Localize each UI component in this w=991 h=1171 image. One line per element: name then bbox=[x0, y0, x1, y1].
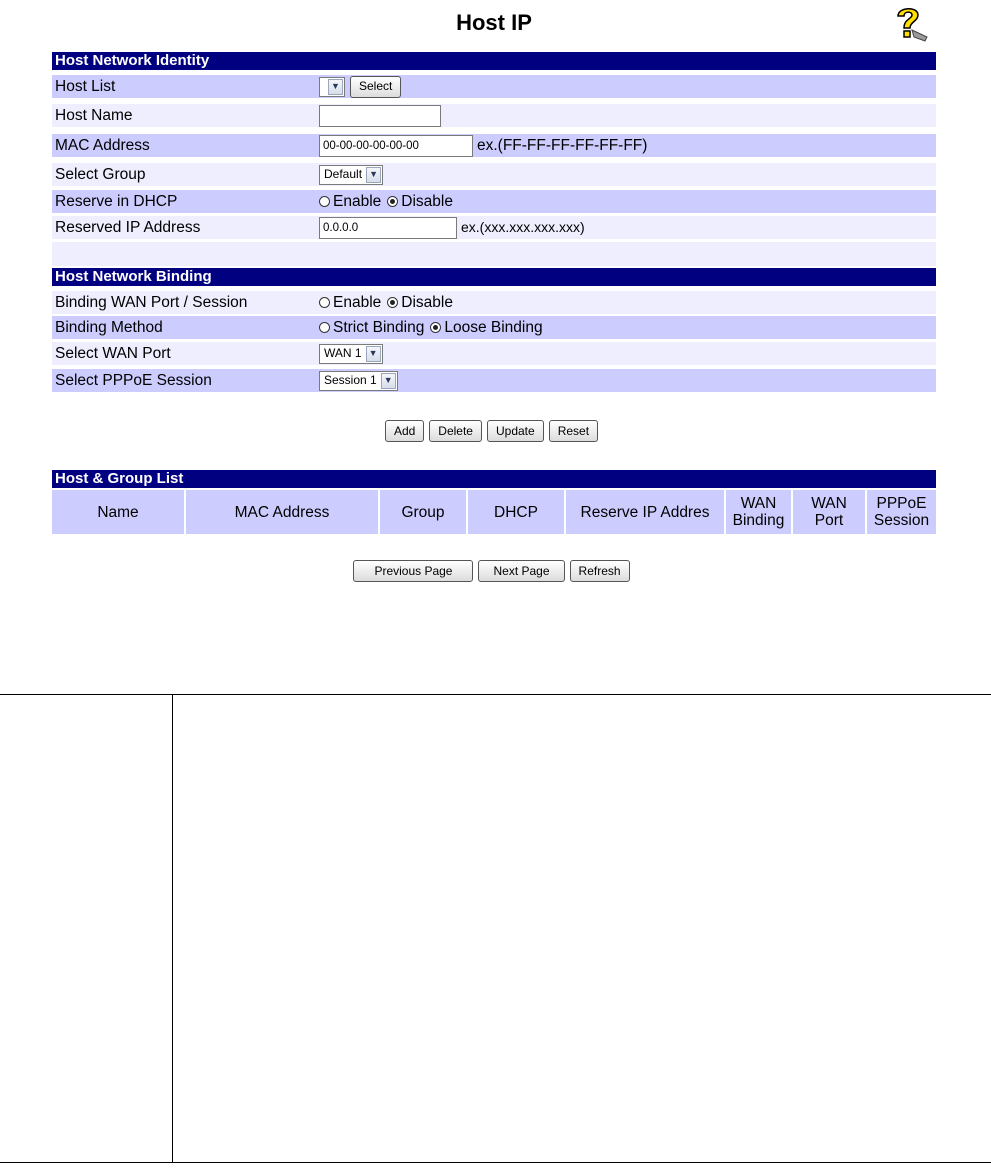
col-name: Name bbox=[52, 490, 184, 534]
dhcp-row: Reserve in DHCP Enable Disable bbox=[52, 190, 936, 213]
reset-button[interactable]: Reset bbox=[549, 420, 598, 442]
reserved-ip-hint: ex.(xxx.xxx.xxx.xxx) bbox=[461, 219, 585, 235]
select-host-button[interactable]: Select bbox=[350, 76, 401, 98]
wan-session-enable-radio[interactable] bbox=[319, 297, 330, 308]
chevron-down-icon: ▼ bbox=[328, 79, 343, 95]
host-list-row bbox=[52, 75, 936, 98]
wan-port-select[interactable]: WAN 1 ▼ bbox=[319, 344, 383, 364]
dhcp-enable-radio[interactable] bbox=[319, 196, 330, 207]
next-page-button[interactable]: Next Page bbox=[478, 560, 564, 582]
reserved-ip-row bbox=[52, 216, 936, 239]
section-header-identity: Host Network Identity bbox=[52, 52, 936, 70]
mac-row bbox=[52, 134, 936, 157]
chevron-down-icon: ▼ bbox=[366, 346, 381, 362]
spacer-row bbox=[52, 242, 936, 266]
reserved-ip-input[interactable]: 0.0.0.0 bbox=[319, 217, 457, 239]
pppoe-select[interactable]: Session 1 ▼ bbox=[319, 371, 398, 391]
previous-page-button[interactable]: Previous Page bbox=[353, 560, 473, 582]
host-list-label: Host List bbox=[55, 78, 116, 95]
wan-port-row bbox=[52, 342, 936, 365]
section-header-binding: Host Network Binding bbox=[52, 268, 936, 286]
chevron-down-icon: ▼ bbox=[381, 373, 396, 389]
wan-session-label: Binding WAN Port / Session bbox=[55, 294, 248, 311]
binding-method-row: Binding Method Strict Binding Loose Binding bbox=[52, 316, 936, 339]
delete-button[interactable]: Delete bbox=[429, 420, 482, 442]
loose-binding-radio[interactable] bbox=[430, 322, 441, 333]
list-header-row bbox=[52, 490, 936, 534]
binding-method-label: Binding Method bbox=[55, 319, 163, 336]
wan-session-disable-radio[interactable] bbox=[387, 297, 398, 308]
col-group: Group bbox=[380, 490, 466, 534]
paging-buttons bbox=[52, 560, 936, 582]
dhcp-disable-radio[interactable] bbox=[387, 196, 398, 207]
frame-bottom-border bbox=[0, 1162, 991, 1163]
wan-session-row: Binding WAN Port / Session Enable Disable bbox=[52, 291, 936, 314]
section-header-list: Host & Group List bbox=[52, 470, 936, 488]
dhcp-label: Reserve in DHCP bbox=[55, 193, 178, 210]
document-table-frame bbox=[0, 694, 991, 1171]
group-label: Select Group bbox=[55, 166, 146, 183]
reserved-ip-label: Reserved IP Address bbox=[55, 219, 201, 236]
page-title: Host IP bbox=[456, 10, 532, 35]
action-buttons bbox=[52, 420, 936, 442]
mac-hint: ex.(FF-FF-FF-FF-FF-FF) bbox=[477, 137, 648, 154]
frame-column-divider bbox=[172, 694, 173, 1163]
host-name-label: Host Name bbox=[55, 107, 133, 124]
wan-port-label: Select WAN Port bbox=[55, 345, 171, 362]
pppoe-label: Select PPPoE Session bbox=[55, 372, 212, 389]
group-select[interactable]: Default ▼ bbox=[319, 165, 383, 185]
frame-top-border bbox=[0, 694, 991, 695]
update-button[interactable]: Update bbox=[487, 420, 544, 442]
col-wan-binding: WAN Binding bbox=[726, 490, 791, 534]
host-list-select[interactable] bbox=[319, 77, 345, 97]
col-reserve-ip: Reserve IP Addres bbox=[566, 490, 724, 534]
col-mac: MAC Address bbox=[186, 490, 378, 534]
refresh-button[interactable]: Refresh bbox=[570, 560, 630, 582]
pppoe-row bbox=[52, 369, 936, 392]
strict-binding-radio[interactable] bbox=[319, 322, 330, 333]
chevron-down-icon: ▼ bbox=[366, 167, 381, 183]
col-wan-port: WAN Port bbox=[793, 490, 865, 534]
host-ip-panel bbox=[52, 0, 936, 600]
mac-input[interactable]: 00-00-00-00-00-00 bbox=[319, 135, 473, 157]
col-pppoe: PPPoE Session bbox=[867, 490, 936, 534]
group-row bbox=[52, 163, 936, 186]
host-name-input[interactable] bbox=[319, 105, 441, 127]
add-button[interactable]: Add bbox=[385, 420, 424, 442]
mac-label: MAC Address bbox=[55, 137, 150, 154]
host-name-row bbox=[52, 104, 936, 127]
help-icon[interactable] bbox=[890, 4, 930, 44]
col-dhcp: DHCP bbox=[468, 490, 564, 534]
